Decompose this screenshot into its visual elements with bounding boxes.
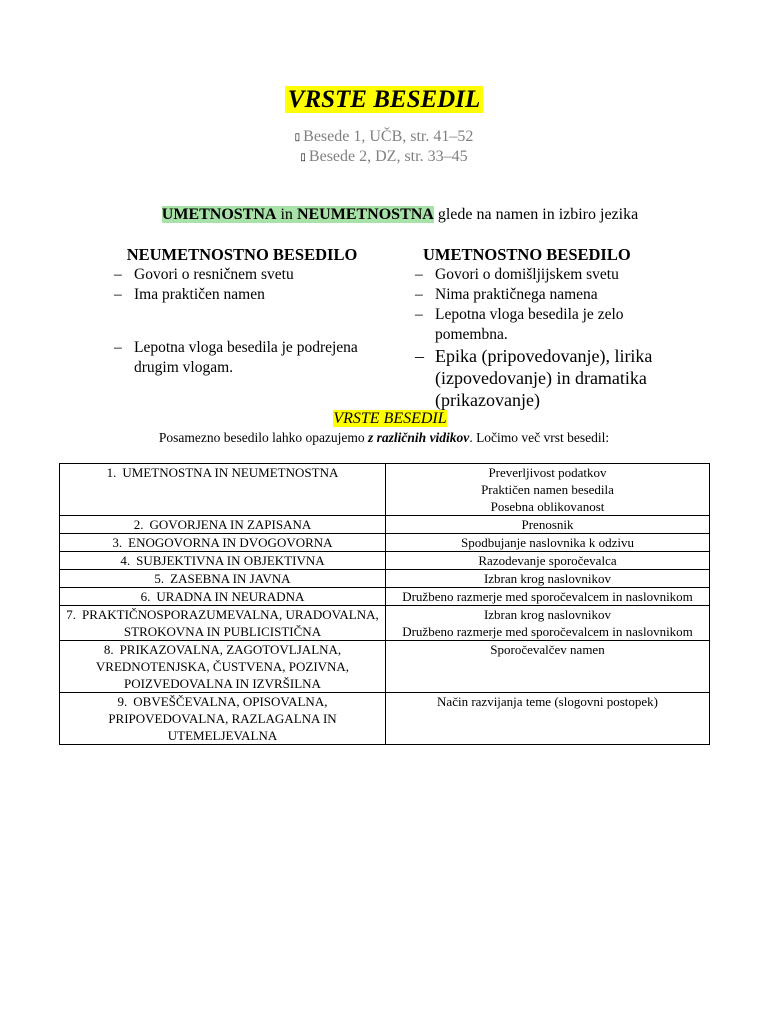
criterion: Način razvijanja teme (slogovni postopek): [437, 694, 658, 709]
criterion: Družbeno razmerje med sporočevalcem in naslovnikom: [402, 589, 693, 604]
box-icon: ▯: [300, 152, 306, 163]
text-type-cell: [60, 534, 386, 552]
subtitle: VRSTE BESEDIL: [333, 410, 447, 427]
list-item: – Lepotna vloga besedila je podrejena drugim vlogam.: [112, 338, 372, 378]
reference-line: ▯ Besede 2, DZ, str. 33–45: [300, 148, 468, 165]
criterion: Spodbujanje naslovnika k odzivu: [461, 535, 634, 550]
criterion: Izbran krog naslovnikov: [483, 571, 612, 586]
row-number: 3.: [112, 535, 123, 550]
text-type: SUBJEKTIVNA IN OBJEKTIVNA: [136, 553, 325, 568]
criteria-cell: [386, 606, 710, 641]
row-number: 1.: [106, 465, 117, 480]
criteria-cell: [386, 693, 710, 745]
text-type: PRAKTIČNOSPORAZUMEVALNA, URADOVALNA, STROKOVNA IN PUBLICISTIČNA: [82, 607, 379, 639]
table-row: [60, 570, 710, 588]
text-types-table: [59, 463, 710, 745]
table-row: [60, 464, 710, 516]
table-row: [60, 693, 710, 745]
criterion: Sporočevalčev namen: [490, 642, 605, 657]
table-row: [60, 534, 710, 552]
text-type: URADNA IN NEURADNA: [156, 589, 305, 604]
criteria-cell: [386, 464, 710, 516]
criterion: Razodevanje sporočevalca: [478, 553, 617, 568]
row-number: 9.: [117, 694, 128, 709]
text-type-cell: [60, 516, 386, 534]
text-type: GOVORJENA IN ZAPISANA: [149, 517, 312, 532]
text-type-cell: [60, 606, 386, 641]
section-headline: UMETNOSTNA in NEUMETNOSTNA glede na namen in izbiro jezika: [161, 206, 639, 223]
box-icon: ▯: [294, 132, 301, 143]
table-row: [60, 588, 710, 606]
text-type-cell: [60, 588, 386, 606]
text-type-cell: [60, 641, 386, 693]
criteria-cell: [386, 516, 710, 534]
artistic-column: [413, 245, 673, 411]
row-number: 4.: [120, 553, 131, 568]
text-type-cell: [60, 570, 386, 588]
criteria-cell: [386, 552, 710, 570]
text-type-cell: [60, 693, 386, 745]
list-item: – Lepotna vloga besedila je zelo pomembna.: [413, 305, 673, 345]
table-row: [60, 516, 710, 534]
criteria-cell: [386, 534, 710, 552]
column-heading: UMETNOSTNO BESEDILO: [423, 245, 631, 264]
text-type-cell: [60, 552, 386, 570]
text-type: OBVEŠČEVALNA, OPISOVALNA, PRIPOVEDOVALNA, RAZLAGALNA IN UTEMELJEVALNA: [108, 694, 337, 743]
criteria-cell: [386, 570, 710, 588]
text-type: PRIKAZOVALNA, ZAGOTOVLJALNA, VREDNOTENJSKA, ČUSTVENA, POZIVNA, POIZVEDOVALNA IN IZVRŠILNA: [95, 642, 350, 691]
row-number: 8.: [103, 642, 114, 657]
column-heading: NEUMETNOSTNO BESEDILO: [126, 245, 358, 264]
criterion: Preverljivost podatkov: [488, 465, 607, 480]
criteria-cell: [386, 641, 710, 693]
list-item: – Ima praktičen namen: [112, 285, 372, 305]
intro-text: Posamezno besedilo lahko opazujemo z različnih vidikov. Ločimo več vrst besedil:: [158, 430, 610, 445]
document-title: VRSTE BESEDIL: [0, 86, 768, 114]
text-type: ENOGOVORNA IN DVOGOVORNA: [128, 535, 333, 550]
list-item: – Epika (pripovedovanje), lirika (izpovedovanje) in dramatika (prikazovanje): [413, 345, 673, 411]
table-row: [60, 641, 710, 693]
row-number: 2.: [133, 517, 144, 532]
criterion: Posebna oblikovanost: [490, 499, 605, 514]
criterion: Družbeno razmerje med sporočevalcem in naslovnikom: [402, 624, 693, 639]
row-number: 6.: [140, 589, 151, 604]
criterion: Izbran krog naslovnikov: [483, 607, 612, 622]
criterion: Prenosnik: [521, 517, 574, 532]
list-item: – Govori o resničnem svetu: [112, 265, 372, 285]
criteria-cell: [386, 588, 710, 606]
table-row: [60, 606, 710, 641]
list-item: – Nima praktičnega namena: [413, 285, 673, 305]
text-type-cell: [60, 464, 386, 516]
list-item: – Govori o domišljijskem svetu: [413, 265, 673, 285]
row-number: 5.: [154, 571, 165, 586]
text-type: UMETNOSTNA IN NEUMETNOSTNA: [122, 465, 339, 480]
text-type: ZASEBNA IN JAVNA: [170, 571, 291, 586]
table-row: [60, 552, 710, 570]
criterion: Praktičen namen besedila: [481, 482, 614, 497]
non-artistic-column: [112, 245, 372, 378]
row-number: 7.: [66, 607, 76, 622]
reference-line: ▯ Besede 1, UČB, str. 41–52: [294, 128, 474, 145]
